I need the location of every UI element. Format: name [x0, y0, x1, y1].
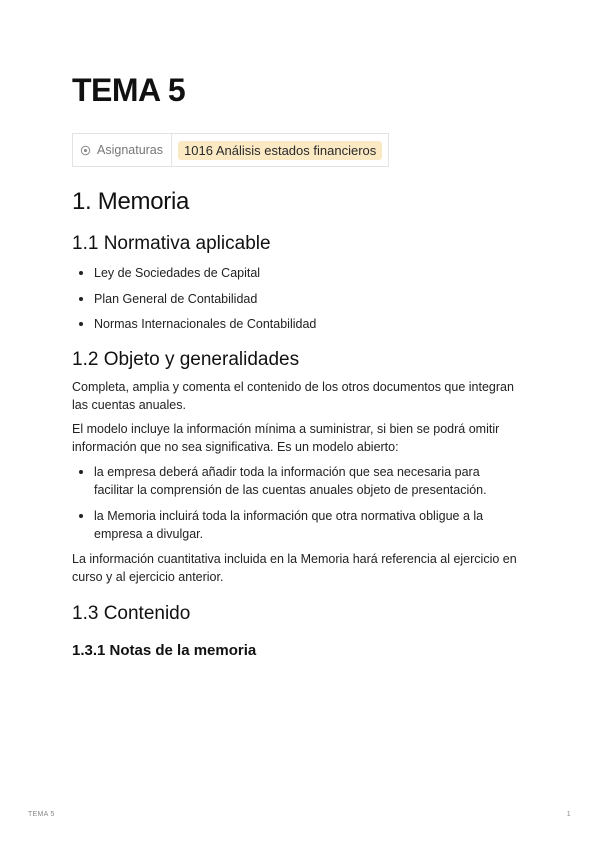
- footer-title: TEMA 5: [28, 811, 55, 818]
- heading-memoria: 1. Memoria: [72, 188, 190, 215]
- property-row: [72, 133, 389, 167]
- paragraph: El modelo incluye la información mínima a suministrar, si bien se podrá omitir información que no sea significativa. Es un modelo abierto:: [72, 422, 500, 454]
- paragraph: Completa, amplia y comenta el contenido de los otros documentos que integran las cuentas anuales.: [72, 380, 514, 412]
- list-icon: [80, 145, 91, 156]
- heading-contenido: 1.3 Contenido: [72, 603, 191, 624]
- heading-objeto: 1.2 Objeto y generalidades: [72, 349, 300, 370]
- heading-normativa: 1.1 Normativa aplicable: [72, 233, 271, 254]
- normativa-list: [72, 264, 522, 341]
- page-number: 1: [566, 811, 571, 818]
- list-item: la Memoria incluirá toda la información que otra normativa obligue a la empresa a divulgar.: [72, 507, 522, 543]
- page-title: TEMA 5: [72, 72, 186, 108]
- list-item: Normas Internacionales de Contabilidad: [72, 315, 522, 333]
- property-value[interactable]: [172, 134, 388, 166]
- property-key: [73, 134, 172, 166]
- property-key-label: Asignaturas: [97, 143, 164, 157]
- objeto-list: [72, 463, 522, 551]
- list-item: la empresa deberá añadir toda la información que sea necesaria para facilitar la comprensión de las cuentas anuales objeto de presentación.: [72, 463, 522, 499]
- paragraph: La información cuantitativa incluida en la Memoria hará referencia al ejercicio en curso y al ejercicio anterior.: [72, 552, 517, 584]
- list-item: Plan General de Contabilidad: [72, 290, 522, 308]
- heading-notas: 1.3.1 Notas de la memoria: [72, 642, 257, 659]
- subject-tag[interactable]: 1016 Análisis estados financieros: [178, 141, 382, 160]
- list-item: Ley de Sociedades de Capital: [72, 264, 522, 282]
